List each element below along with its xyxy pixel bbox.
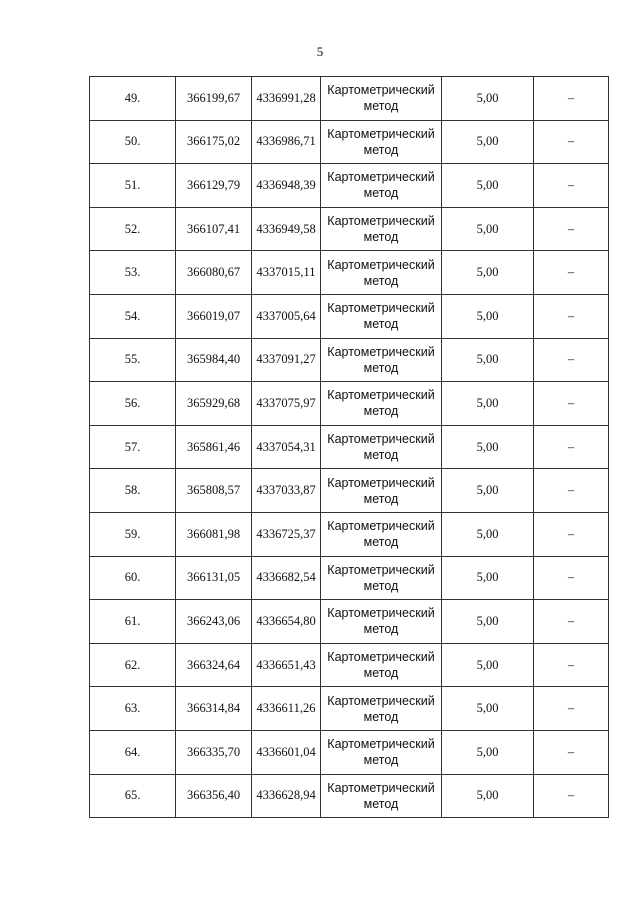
method-cell: Картометрический метод (321, 774, 442, 818)
row-number: 60. (90, 556, 176, 600)
method-cell: Картометрический метод (321, 600, 442, 644)
note-cell: – (534, 730, 609, 774)
row-number: 52. (90, 207, 176, 251)
table-row (90, 643, 609, 687)
page-number: 5 (316, 44, 324, 59)
coord-y: 4337054,31 (252, 425, 321, 469)
note-cell: – (534, 164, 609, 208)
coord-y: 4336651,43 (252, 643, 321, 687)
table-row (90, 77, 609, 121)
coord-x: 366314,84 (176, 687, 252, 731)
precision-cell: 5,00 (442, 600, 534, 644)
coord-y: 4337091,27 (252, 338, 321, 382)
method-cell: Картометрический метод (321, 730, 442, 774)
coord-x: 366019,07 (176, 294, 252, 338)
method-cell: Картометрический метод (321, 207, 442, 251)
coord-x: 366324,64 (176, 643, 252, 687)
note-cell: – (534, 77, 609, 121)
coord-y: 4336628,94 (252, 774, 321, 818)
precision-cell: 5,00 (442, 382, 534, 426)
coord-x: 366131,05 (176, 556, 252, 600)
table-row (90, 251, 609, 295)
method-cell: Картометрический метод (321, 338, 442, 382)
row-number: 62. (90, 643, 176, 687)
note-cell: – (534, 425, 609, 469)
table-row (90, 469, 609, 513)
note-cell: – (534, 600, 609, 644)
table-row (90, 730, 609, 774)
coordinates-table (89, 76, 609, 818)
coord-x: 365929,68 (176, 382, 252, 426)
coord-x: 366199,67 (176, 77, 252, 121)
table-row (90, 338, 609, 382)
note-cell: – (534, 556, 609, 600)
method-cell: Картометрический метод (321, 512, 442, 556)
table-row (90, 425, 609, 469)
table-row (90, 687, 609, 731)
table-row (90, 207, 609, 251)
method-cell: Картометрический метод (321, 425, 442, 469)
coord-y: 4336611,26 (252, 687, 321, 731)
coord-x: 366335,70 (176, 730, 252, 774)
row-number: 58. (90, 469, 176, 513)
note-cell: – (534, 207, 609, 251)
table-row (90, 294, 609, 338)
row-number: 64. (90, 730, 176, 774)
table-row (90, 600, 609, 644)
precision-cell: 5,00 (442, 774, 534, 818)
table-row (90, 164, 609, 208)
row-number: 51. (90, 164, 176, 208)
coord-y: 4336991,28 (252, 77, 321, 121)
method-cell: Картометрический метод (321, 643, 442, 687)
method-cell: Картометрический метод (321, 294, 442, 338)
precision-cell: 5,00 (442, 77, 534, 121)
coord-x: 365984,40 (176, 338, 252, 382)
coord-x: 366107,41 (176, 207, 252, 251)
coord-y: 4336986,71 (252, 120, 321, 164)
method-cell: Картометрический метод (321, 77, 442, 121)
row-number: 55. (90, 338, 176, 382)
coord-y: 4337033,87 (252, 469, 321, 513)
row-number: 56. (90, 382, 176, 426)
precision-cell: 5,00 (442, 164, 534, 208)
note-cell: – (534, 294, 609, 338)
coord-y: 4336601,04 (252, 730, 321, 774)
coord-x: 366243,06 (176, 600, 252, 644)
precision-cell: 5,00 (442, 120, 534, 164)
coord-x: 366356,40 (176, 774, 252, 818)
note-cell: – (534, 643, 609, 687)
row-number: 49. (90, 77, 176, 121)
method-cell: Картометрический метод (321, 120, 442, 164)
table-row (90, 382, 609, 426)
precision-cell: 5,00 (442, 730, 534, 774)
precision-cell: 5,00 (442, 512, 534, 556)
coord-x: 366080,67 (176, 251, 252, 295)
coord-y: 4337015,11 (252, 251, 321, 295)
note-cell: – (534, 687, 609, 731)
row-number: 54. (90, 294, 176, 338)
method-cell: Картометрический метод (321, 382, 442, 426)
precision-cell: 5,00 (442, 556, 534, 600)
precision-cell: 5,00 (442, 643, 534, 687)
coord-y: 4336654,80 (252, 600, 321, 644)
coord-y: 4336949,58 (252, 207, 321, 251)
precision-cell: 5,00 (442, 251, 534, 295)
coord-x: 366081,98 (176, 512, 252, 556)
note-cell: – (534, 382, 609, 426)
note-cell: – (534, 469, 609, 513)
coord-y: 4337075,97 (252, 382, 321, 426)
note-cell: – (534, 120, 609, 164)
row-number: 63. (90, 687, 176, 731)
coord-y: 4336948,39 (252, 164, 321, 208)
precision-cell: 5,00 (442, 687, 534, 731)
table-row (90, 512, 609, 556)
precision-cell: 5,00 (442, 425, 534, 469)
table-row (90, 774, 609, 818)
row-number: 65. (90, 774, 176, 818)
method-cell: Картометрический метод (321, 164, 442, 208)
row-number: 59. (90, 512, 176, 556)
note-cell: – (534, 774, 609, 818)
row-number: 57. (90, 425, 176, 469)
row-number: 61. (90, 600, 176, 644)
precision-cell: 5,00 (442, 338, 534, 382)
coord-y: 4336682,54 (252, 556, 321, 600)
note-cell: – (534, 251, 609, 295)
method-cell: Картометрический метод (321, 469, 442, 513)
coordinates-table-body (90, 77, 609, 818)
coord-x: 366175,02 (176, 120, 252, 164)
precision-cell: 5,00 (442, 469, 534, 513)
coord-y: 4336725,37 (252, 512, 321, 556)
note-cell: – (534, 338, 609, 382)
coord-x: 365861,46 (176, 425, 252, 469)
row-number: 50. (90, 120, 176, 164)
method-cell: Картометрический метод (321, 687, 442, 731)
row-number: 53. (90, 251, 176, 295)
table-row (90, 556, 609, 600)
coord-x: 365808,57 (176, 469, 252, 513)
precision-cell: 5,00 (442, 207, 534, 251)
method-cell: Картометрический метод (321, 556, 442, 600)
note-cell: – (534, 512, 609, 556)
coord-y: 4337005,64 (252, 294, 321, 338)
method-cell: Картометрический метод (321, 251, 442, 295)
precision-cell: 5,00 (442, 294, 534, 338)
table-row (90, 120, 609, 164)
coord-x: 366129,79 (176, 164, 252, 208)
